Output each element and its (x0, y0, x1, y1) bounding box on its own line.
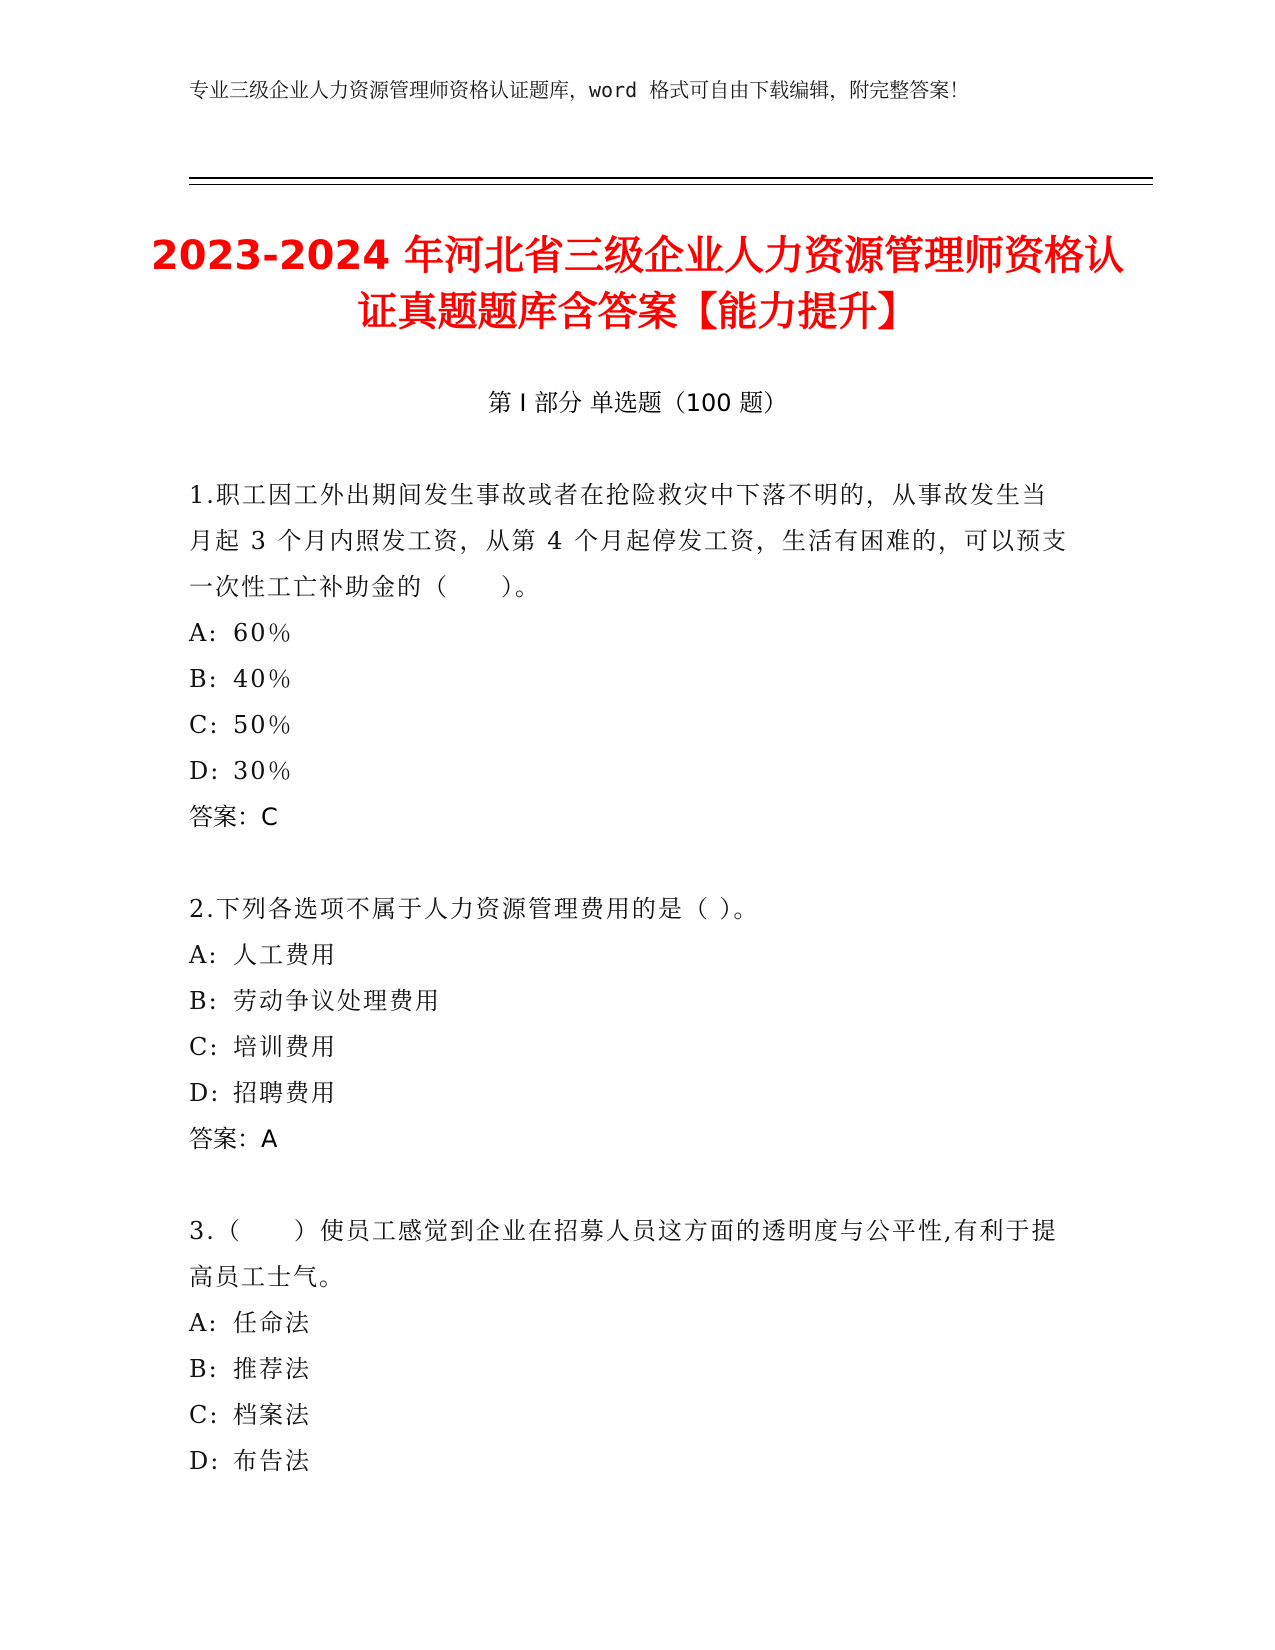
option-letter: C: (189, 711, 220, 739)
question-stem: 2.下列各选项不属于人力资源管理费用的是（ ）。 (189, 895, 760, 923)
option-a (189, 1300, 1069, 1346)
option-text: 档案法 (233, 1401, 311, 1429)
option-text: 人工费用 (233, 941, 337, 969)
option-letter: A: (189, 619, 219, 647)
option-text: 布告法 (233, 1447, 311, 1475)
header-note: 专业三级企业人力资源管理师资格认证题库，word 格式可自由下载编辑，附完整答案！ (189, 78, 970, 102)
option-c (189, 702, 1069, 748)
option-letter: B: (189, 1355, 219, 1383)
option-b (189, 1346, 1069, 1392)
option-letter: B: (189, 987, 219, 1015)
section-heading: 第 I 部分 单选题（100 题） (487, 389, 788, 417)
question-list (189, 472, 1069, 1530)
option-letter: D: (189, 1079, 221, 1107)
option-text: 培训费用 (233, 1033, 337, 1061)
answer-line: 答案：C (189, 803, 278, 831)
option-letter: A: (189, 941, 219, 969)
question-stem: 3.（ ）使员工感觉到企业在招募人员这方面的透明度与公平性,有利于提高员工士气。 (189, 1217, 1058, 1291)
option-d (189, 1438, 1069, 1484)
option-text: 推荐法 (233, 1355, 311, 1383)
header-divider-thin (189, 184, 1153, 185)
option-letter: D: (189, 1447, 221, 1475)
option-letter: B: (189, 665, 219, 693)
option-text: 60％ (233, 619, 294, 647)
document-title: 2023-2024 年河北省三级企业人力资源管理师资格认证真题题库含答案【能力提升】 (150, 233, 1125, 335)
question-2 (189, 886, 1069, 1162)
option-text: 任命法 (233, 1309, 311, 1337)
option-text: 40％ (233, 665, 294, 693)
option-b (189, 978, 1069, 1024)
option-letter: A: (189, 1309, 219, 1337)
option-c (189, 1024, 1069, 1070)
header-divider-thick (189, 177, 1153, 179)
option-text: 招聘费用 (233, 1079, 337, 1107)
option-text: 劳动争议处理费用 (233, 987, 441, 1015)
question-stem: 1.职工因工外出期间发生事故或者在抢险救灾中下落不明的，从事故发生当月起 3 个月内照发工资，从第 4 个月起停发工资，生活有困难的，可以预支一次性工亡补助金的（ ）。 (189, 481, 1069, 601)
option-d (189, 1070, 1069, 1116)
option-letter: C: (189, 1033, 220, 1061)
option-a (189, 610, 1069, 656)
option-text: 50％ (233, 711, 294, 739)
question-1 (189, 472, 1069, 840)
option-letter: C: (189, 1401, 220, 1429)
option-d (189, 748, 1069, 794)
option-b (189, 656, 1069, 702)
question-3 (189, 1208, 1069, 1484)
option-a (189, 932, 1069, 978)
answer-line: 答案：A (189, 1125, 278, 1153)
option-letter: D: (189, 757, 221, 785)
option-text: 30％ (233, 757, 294, 785)
option-c (189, 1392, 1069, 1438)
